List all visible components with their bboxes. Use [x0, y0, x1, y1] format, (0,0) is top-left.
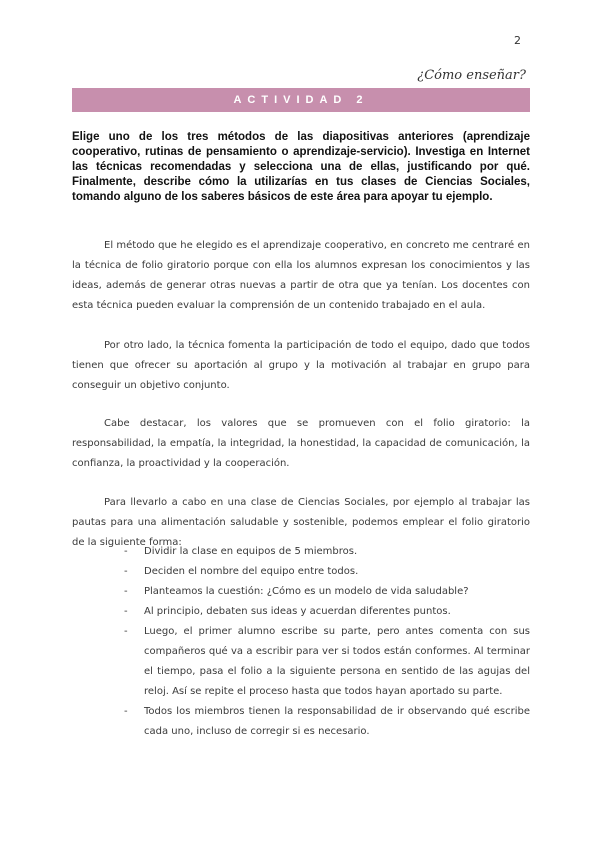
steps-list: [124, 542, 530, 742]
list-item: - Luego, el primer alumno escribe su parte, pero antes comenta con sus compañeros qué va a escribir para ver si todos están conformes. Al terminar el tiempo, pasa el folio a la siguiente persona en sentido de las agujas del reloj. Así se repite el proceso hasta que todos hayan aportado su parte.: [124, 622, 530, 702]
list-item: - Dividir la clase en equipos de 5 miembros.: [124, 542, 530, 562]
activity-banner: ACTIVIDAD 2: [72, 88, 530, 112]
list-item: - Planteamos la cuestión: ¿Cómo es un modelo de vida saludable?: [124, 582, 530, 602]
section-title: ¿Cómo enseñar?: [417, 68, 526, 83]
paragraph-values: Cabe destacar, los valores que se promueven con el folio giratorio: la responsabilidad, la empatía, la integridad, la honestidad, la capacidad de comunicación, la confianza, la proactividad y la cooperación.: [72, 418, 530, 469]
list-item: - Al principio, debaten sus ideas y acuerdan diferentes puntos.: [124, 602, 530, 622]
paragraph-application: Para llevarlo a cabo en una clase de Ciencias Sociales, por ejemplo al trabajar las pautas para una alimentación saludable y sostenible, podemos emplear el folio giratorio de la siguiente forma:: [72, 497, 530, 548]
paragraph-method: El método que he elegido es el aprendizaje cooperativo, en concreto me centraré en la técnica de folio giratorio porque con ella los alumnos expresan los conocimientos y las ideas, además de generar otras nuevas a partir de otra que ya tenían. Los docentes con esta técnica pueden evaluar la comprensión de un contenido trabajado en el aula.: [72, 240, 530, 311]
list-item: - Deciden el nombre del equipo entre todos.: [124, 562, 530, 582]
page-number: 2: [514, 34, 521, 47]
activity-prompt: Elige uno de los tres métodos de las diapositivas anteriores (aprendizaje cooperativo, rutinas de pensamiento o aprendizaje-servicio). Investiga en Internet las técnicas recomendadas y selecciona una de ellas, justificando por qué. Finalmente, describe cómo la utilizarías en tus clases de Ciencias Sociales, tomando alguno de los saberes básicos de este área para apoyar tu ejemplo.: [72, 131, 530, 203]
paragraph-participation: Por otro lado, la técnica fomenta la participación de todo el equipo, dado que todos tienen que ofrecer su aportación al grupo y la motivación al trabajar en grupo para conseguir un objetivo conjunto.: [72, 340, 530, 391]
list-item: - Todos los miembros tienen la responsabilidad de ir observando qué escribe cada uno, incluso de corregir si es necesario.: [124, 702, 530, 742]
